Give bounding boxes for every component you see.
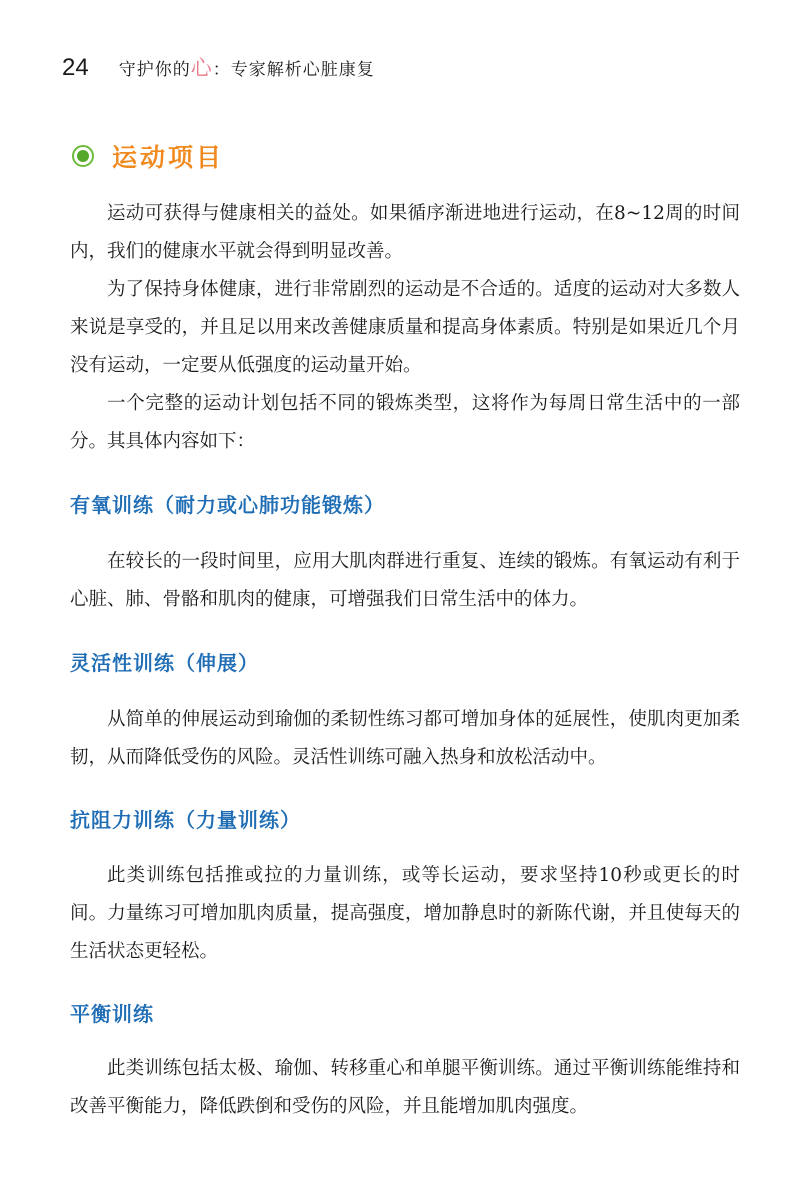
page-number: 24 <box>62 54 89 81</box>
book-title-heart: 心 <box>190 56 213 80</box>
section-heading <box>72 138 224 174</box>
paragraph-flexibility: 从简单的伸展运动到瑜伽的柔韧性练习都可增加身体的延展性，使肌肉更加柔韧，从而降低受伤的风险。灵活性训练可融入热身和放松活动中。 <box>70 709 740 768</box>
paragraph-resistance: 此类训练包括推或拉的力量训练，或等长运动，要求坚持10秒或更长的时间。力量练习可增加肌肉质量，提高强度，增加静息时的新陈代谢，并且使每天的生活状态更轻松。 <box>70 865 740 962</box>
intro-paragraph-1: 运动可获得与健康相关的益处。如果循序渐进地进行运动，在8~12周的时间内，我们的健康水平就会得到明显改善。 <box>70 203 740 262</box>
subheading-aerobic: 有氧训练（耐力或心肺功能锻炼） <box>70 493 385 517</box>
paragraph-balance: 此类训练包括太极、瑜伽、转移重心和单腿平衡训练。通过平衡训练能维持和改善平衡能力，降低跌倒和受伤的风险，并且能增加肌肉强度。 <box>70 1058 740 1117</box>
green-circle-bullet-icon <box>72 145 94 167</box>
paragraph-aerobic: 在较长的一段时间里，应用大肌肉群进行重复、连续的锻炼。有氧运动有利于心脏、肺、骨骼和肌肉的健康，可增强我们日常生活中的体力。 <box>70 551 740 610</box>
book-title-end: ：专家解析心脏康复 <box>212 60 375 80</box>
subheading-resistance: 抗阻力训练（力量训练） <box>70 808 301 832</box>
book-title-start: 守护你的 <box>118 60 191 80</box>
running-header <box>62 52 375 84</box>
subheading-balance: 平衡训练 <box>70 1002 154 1026</box>
section-title: 运动项目 <box>112 143 225 172</box>
intro-paragraph-3: 一个完整的运动计划包括不同的锻炼类型，这将作为每周日常生活中的一部分。其具体内容如下： <box>70 393 740 452</box>
subheading-flexibility: 灵活性训练（伸展） <box>70 651 259 675</box>
book-title <box>119 52 375 82</box>
intro-paragraph-2: 为了保持身体健康，进行非常剧烈的运动是不合适的。适度的运动对大多数人来说是享受的，并且足以用来改善健康质量和提高身体素质。特别是如果近几个月没有运动，一定要从低强度的运动量开始。 <box>70 279 740 376</box>
